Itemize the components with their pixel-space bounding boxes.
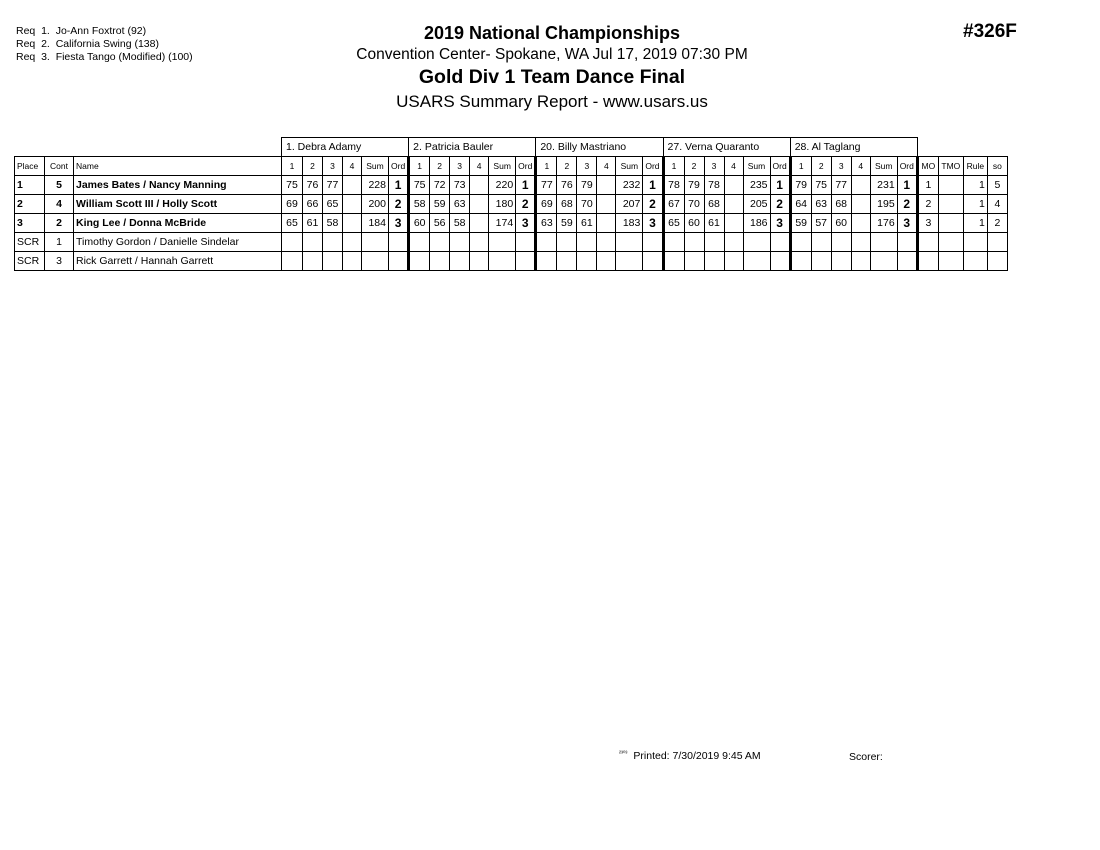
score-cell — [409, 233, 430, 252]
rule-cell: 1 — [963, 195, 987, 214]
score-cell — [811, 252, 831, 271]
score-cell: 78 — [663, 176, 684, 195]
score-cell — [831, 252, 851, 271]
col-judge-1-ord: Ord — [389, 157, 409, 176]
score-cell: 75 — [282, 176, 303, 195]
so-cell: 4 — [987, 195, 1007, 214]
sum-cell — [489, 233, 516, 252]
sum-cell: 195 — [870, 195, 897, 214]
score-cell: 68 — [557, 195, 577, 214]
sum-cell — [616, 233, 643, 252]
score-cell — [343, 233, 362, 252]
judge-3-header: 20. Billy Mastriano — [536, 138, 663, 157]
score-cell: 58 — [323, 214, 343, 233]
ordinal-cell — [897, 233, 917, 252]
score-cell: 65 — [663, 214, 684, 233]
score-cell: 70 — [577, 195, 597, 214]
score-cell: 66 — [303, 195, 323, 214]
sum-cell: 174 — [489, 214, 516, 233]
score-cell — [450, 233, 470, 252]
sum-cell: 183 — [616, 214, 643, 233]
requirement-2: Req 2. California Swing (138) — [16, 38, 159, 50]
score-cell: 59 — [557, 214, 577, 233]
score-cell — [684, 252, 704, 271]
ordinal-cell: 2 — [643, 195, 663, 214]
tmo-cell — [938, 233, 963, 252]
score-cell — [704, 252, 724, 271]
score-cell: 75 — [409, 176, 430, 195]
score-cell: 77 — [536, 176, 557, 195]
mo-cell: 1 — [917, 176, 938, 195]
score-cell — [851, 233, 870, 252]
ordinal-cell — [770, 252, 790, 271]
col-cont: Cont — [45, 157, 74, 176]
score-cell — [663, 252, 684, 271]
score-cell — [470, 252, 489, 271]
col-judge-1-d1: 1 — [282, 157, 303, 176]
score-cell — [663, 233, 684, 252]
score-cell — [684, 233, 704, 252]
score-cell: 57 — [811, 214, 831, 233]
ordinal-cell: 1 — [389, 176, 409, 195]
score-cell: 70 — [684, 195, 704, 214]
mo-cell: 2 — [917, 195, 938, 214]
sum-cell: 176 — [870, 214, 897, 233]
score-cell — [470, 176, 489, 195]
score-cell: 58 — [409, 195, 430, 214]
score-cell — [303, 233, 323, 252]
skater-name-cell: Timothy Gordon / Danielle Sindelar — [74, 233, 282, 252]
col-judge-5-d2: 2 — [811, 157, 831, 176]
mo-cell — [917, 252, 938, 271]
score-cell — [851, 214, 870, 233]
table-row — [15, 214, 1008, 233]
score-cell: 61 — [704, 214, 724, 233]
score-cell: 60 — [831, 214, 851, 233]
requirement-3: Req 3. Fiesta Tango (Modified) (100) — [16, 51, 193, 63]
sum-cell: 180 — [489, 195, 516, 214]
skater-name-cell: James Bates / Nancy Manning — [74, 176, 282, 195]
col-name: Name — [74, 157, 282, 176]
sum-cell — [743, 252, 770, 271]
sum-cell: 228 — [362, 176, 389, 195]
score-cell: 63 — [450, 195, 470, 214]
score-cell — [724, 214, 743, 233]
col-judge-1-d2: 2 — [303, 157, 323, 176]
ordinal-cell: 2 — [770, 195, 790, 214]
score-cell: 56 — [430, 214, 450, 233]
score-cell: 72 — [430, 176, 450, 195]
col-judge-3-sum: Sum — [616, 157, 643, 176]
col-judge-4-d3: 3 — [704, 157, 724, 176]
sum-cell — [489, 252, 516, 271]
score-cell — [450, 252, 470, 271]
score-cell — [470, 233, 489, 252]
score-cell: 60 — [684, 214, 704, 233]
score-cell — [790, 233, 811, 252]
mo-cell: 3 — [917, 214, 938, 233]
score-cell: 79 — [684, 176, 704, 195]
place-cell: SCR — [15, 252, 45, 271]
col-judge-3-d1: 1 — [536, 157, 557, 176]
score-cell: 76 — [557, 176, 577, 195]
col-judge-4-d2: 2 — [684, 157, 704, 176]
judge-4-header: 27. Verna Quaranto — [663, 138, 790, 157]
score-cell — [343, 214, 362, 233]
scorer-label: Scorer: — [849, 751, 883, 763]
score-cell: 61 — [303, 214, 323, 233]
score-cell — [282, 233, 303, 252]
col-judge-4-d1: 1 — [663, 157, 684, 176]
score-cell — [724, 252, 743, 271]
sum-cell — [870, 252, 897, 271]
so-cell: 5 — [987, 176, 1007, 195]
col-judge-3-ord: Ord — [643, 157, 663, 176]
ordinal-cell: 2 — [897, 195, 917, 214]
score-cell: 69 — [282, 195, 303, 214]
col-judge-1-sum: Sum — [362, 157, 389, 176]
ordinal-cell: 1 — [770, 176, 790, 195]
score-cell — [851, 195, 870, 214]
col-judge-3-d3: 3 — [577, 157, 597, 176]
score-cell: 60 — [409, 214, 430, 233]
requirement-1: Req 1. Jo-Ann Foxtrot (92) — [16, 25, 147, 37]
score-cell — [597, 214, 616, 233]
ordinal-cell: 3 — [770, 214, 790, 233]
sum-cell: 235 — [743, 176, 770, 195]
score-cell — [536, 233, 557, 252]
score-cell — [323, 233, 343, 252]
score-cell — [557, 252, 577, 271]
score-cell — [790, 252, 811, 271]
printed-timestamp: Printed: 7/30/2019 9:45 AM — [633, 750, 761, 762]
score-cell — [470, 195, 489, 214]
ordinal-cell: 2 — [389, 195, 409, 214]
place-cell: 1 — [15, 176, 45, 195]
score-cell — [704, 233, 724, 252]
score-cell: 59 — [790, 214, 811, 233]
score-cell: 79 — [790, 176, 811, 195]
place-cell: SCR — [15, 233, 45, 252]
ordinal-cell: 2 — [516, 195, 536, 214]
col-judge-2-d4: 4 — [470, 157, 489, 176]
place-cell: 2 — [15, 195, 45, 214]
score-cell — [851, 252, 870, 271]
rule-cell — [963, 252, 987, 271]
tmo-cell — [938, 252, 963, 271]
tmo-cell — [938, 176, 963, 195]
so-cell: 2 — [987, 214, 1007, 233]
contestant-number-cell: 3 — [45, 252, 74, 271]
table-row — [15, 176, 1008, 195]
score-cell — [851, 176, 870, 195]
judge-5-header: 28. Al Taglang — [790, 138, 917, 157]
ordinal-cell — [516, 233, 536, 252]
score-cell: 61 — [577, 214, 597, 233]
score-cell: 76 — [303, 176, 323, 195]
mo-cell — [917, 233, 938, 252]
score-cell — [724, 195, 743, 214]
skater-name-cell: King Lee / Donna McBride — [74, 214, 282, 233]
score-cell: 67 — [663, 195, 684, 214]
col-judge-2-ord: Ord — [516, 157, 536, 176]
score-cell — [597, 252, 616, 271]
competition-title: 2019 National Championships — [423, 23, 681, 43]
score-cell — [577, 233, 597, 252]
col-judge-2-d1: 1 — [409, 157, 430, 176]
printed-info — [619, 750, 761, 762]
score-cell — [597, 233, 616, 252]
ordinal-cell — [643, 252, 663, 271]
rule-cell — [963, 233, 987, 252]
sum-cell: 207 — [616, 195, 643, 214]
col-mo: MO — [917, 157, 938, 176]
ordinal-cell: 3 — [516, 214, 536, 233]
ordinal-cell: 3 — [897, 214, 917, 233]
col-rule: Rule — [963, 157, 987, 176]
score-cell — [430, 233, 450, 252]
ordinal-cell: 1 — [516, 176, 536, 195]
ordinal-cell — [897, 252, 917, 271]
col-judge-2-d2: 2 — [430, 157, 450, 176]
skater-name-cell: William Scott III / Holly Scott — [74, 195, 282, 214]
score-cell — [831, 233, 851, 252]
so-cell — [987, 252, 1007, 271]
contestant-number-cell: 2 — [45, 214, 74, 233]
event-title: Gold Div 1 Team Dance Final — [418, 66, 686, 88]
score-cell: 68 — [704, 195, 724, 214]
score-cell — [343, 176, 362, 195]
score-cell — [303, 252, 323, 271]
sum-cell — [616, 252, 643, 271]
sum-cell: 205 — [743, 195, 770, 214]
sum-cell: 186 — [743, 214, 770, 233]
col-judge-5-sum: Sum — [870, 157, 897, 176]
score-cell — [282, 252, 303, 271]
col-judge-1-d4: 4 — [343, 157, 362, 176]
score-cell — [470, 214, 489, 233]
col-judge-1-d3: 3 — [323, 157, 343, 176]
judge-1-header: 1. Debra Adamy — [282, 138, 409, 157]
col-place: Place — [15, 157, 45, 176]
col-judge-5-d4: 4 — [851, 157, 870, 176]
sum-cell — [362, 252, 389, 271]
score-cell — [430, 252, 450, 271]
score-cell — [577, 252, 597, 271]
sum-cell: 220 — [489, 176, 516, 195]
score-cell — [343, 195, 362, 214]
col-tmo: TMO — [938, 157, 963, 176]
col-judge-4-ord: Ord — [770, 157, 790, 176]
score-cell: 77 — [323, 176, 343, 195]
sum-cell: 184 — [362, 214, 389, 233]
score-cell — [323, 252, 343, 271]
score-cell: 69 — [536, 195, 557, 214]
sum-cell — [362, 233, 389, 252]
sum-cell — [743, 233, 770, 252]
col-judge-3-d2: 2 — [557, 157, 577, 176]
score-cell — [597, 176, 616, 195]
ordinal-cell — [389, 252, 409, 271]
requirements-list — [16, 25, 193, 64]
venue-date: Convention Center- Spokane, WA Jul 17, 2019 07:30 PM — [356, 46, 748, 63]
table-row — [15, 195, 1008, 214]
table-row — [15, 233, 1008, 252]
ordinal-cell — [516, 252, 536, 271]
rule-cell: 1 — [963, 176, 987, 195]
sum-cell — [870, 233, 897, 252]
so-cell — [987, 233, 1007, 252]
score-cell: 65 — [282, 214, 303, 233]
skater-name-cell: Rick Garrett / Hannah Garrett — [74, 252, 282, 271]
place-cell: 3 — [15, 214, 45, 233]
col-judge-2-d3: 3 — [450, 157, 470, 176]
ordinal-cell: 3 — [643, 214, 663, 233]
score-cell — [536, 252, 557, 271]
col-judge-3-d4: 4 — [597, 157, 616, 176]
score-cell — [409, 252, 430, 271]
score-cell: 75 — [811, 176, 831, 195]
score-cell: 79 — [577, 176, 597, 195]
table-row — [15, 252, 1008, 271]
score-cell: 77 — [831, 176, 851, 195]
score-cell: 68 — [831, 195, 851, 214]
event-number: #326F — [963, 21, 1017, 42]
tmo-cell — [938, 195, 963, 214]
score-cell: 78 — [704, 176, 724, 195]
score-cell: 64 — [790, 195, 811, 214]
score-cell — [724, 233, 743, 252]
score-cell: 63 — [811, 195, 831, 214]
score-cell — [811, 233, 831, 252]
col-so: so — [987, 157, 1007, 176]
report-header — [302, 22, 802, 113]
sum-cell: 232 — [616, 176, 643, 195]
ordinal-cell: 3 — [389, 214, 409, 233]
ordinal-cell: 1 — [643, 176, 663, 195]
ordinal-cell — [389, 233, 409, 252]
score-cell: 58 — [450, 214, 470, 233]
tmo-cell — [938, 214, 963, 233]
score-cell: 73 — [450, 176, 470, 195]
col-judge-5-d3: 3 — [831, 157, 851, 176]
ordinal-cell: 1 — [897, 176, 917, 195]
contestant-number-cell: 5 — [45, 176, 74, 195]
col-judge-4-d4: 4 — [724, 157, 743, 176]
score-cell — [343, 252, 362, 271]
score-cell: 63 — [536, 214, 557, 233]
score-cell — [557, 233, 577, 252]
col-judge-5-d1: 1 — [790, 157, 811, 176]
col-judge-4-sum: Sum — [743, 157, 770, 176]
score-cell — [724, 176, 743, 195]
score-cell: 65 — [323, 195, 343, 214]
ordinal-cell — [770, 233, 790, 252]
col-judge-5-ord: Ord — [897, 157, 917, 176]
results-table — [14, 137, 1008, 271]
judge-2-header: 2. Patricia Bauler — [409, 138, 536, 157]
report-subtitle: USARS Summary Report - www.usars.us — [396, 92, 708, 111]
rule-cell: 1 — [963, 214, 987, 233]
sum-cell: 231 — [870, 176, 897, 195]
sum-cell: 200 — [362, 195, 389, 214]
footer-code: ²³⁰³ — [619, 751, 628, 757]
contestant-number-cell: 1 — [45, 233, 74, 252]
score-cell: 59 — [430, 195, 450, 214]
col-judge-2-sum: Sum — [489, 157, 516, 176]
ordinal-cell — [643, 233, 663, 252]
score-cell — [597, 195, 616, 214]
contestant-number-cell: 4 — [45, 195, 74, 214]
